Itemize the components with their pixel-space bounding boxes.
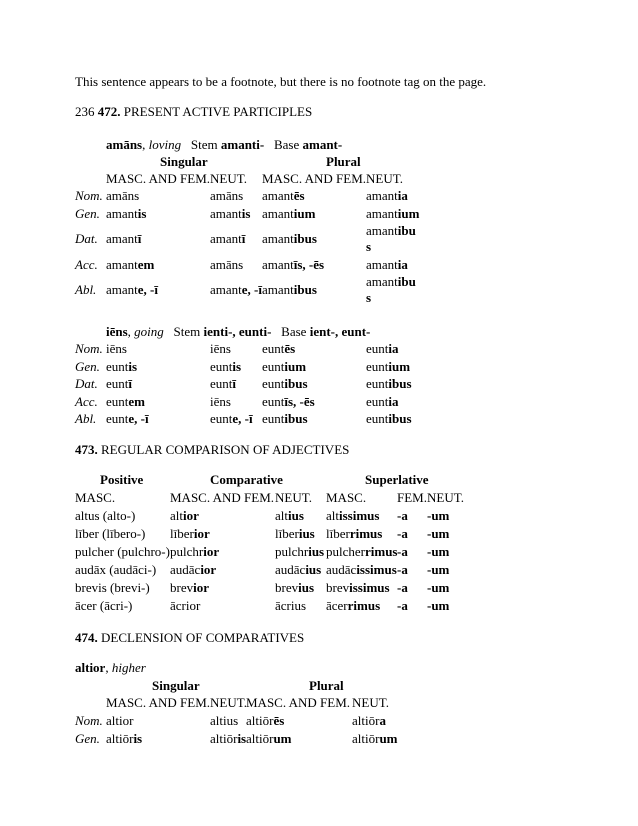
- cell: amante, -ī: [210, 282, 262, 297]
- cell: altiōrum: [246, 731, 292, 746]
- col-header-n-pl: NEUT.: [366, 171, 403, 186]
- lemma: amāns: [106, 137, 143, 152]
- cell: -a: [397, 562, 408, 577]
- cell-wrap: s: [366, 239, 372, 254]
- section-474-heading: [75, 630, 304, 646]
- cell: -um: [427, 508, 450, 523]
- plural-label: Plural: [326, 154, 361, 169]
- comparative-header: Comparative: [210, 472, 283, 487]
- case-label: Gen.: [75, 206, 100, 221]
- cell: euntia: [366, 394, 399, 409]
- section-title: DECLENSION OF COMPARATIVES: [97, 630, 305, 645]
- cell: pulchrior: [170, 544, 220, 559]
- stem: ienti-, eunti-: [203, 324, 272, 339]
- cell: amantem: [106, 257, 155, 272]
- positive-header: Positive: [100, 472, 144, 487]
- lemma: iēns: [106, 324, 128, 339]
- cell: amantēs: [262, 188, 305, 203]
- singular-label: Singular: [152, 678, 200, 693]
- cell: euntibus: [262, 376, 308, 391]
- cell: pulchrius: [275, 544, 325, 559]
- cell: brevius: [275, 580, 315, 595]
- plural-label: Plural: [309, 678, 344, 693]
- cell: iēns: [210, 341, 231, 356]
- case-label: Dat.: [75, 376, 98, 391]
- case-label: Abl.: [75, 282, 97, 297]
- stem-label: Stem: [173, 324, 201, 339]
- cell: -a: [397, 580, 408, 595]
- meaning: loving: [148, 137, 182, 152]
- cell: eunte, -ī: [106, 411, 149, 426]
- cell: altiōris: [210, 731, 247, 746]
- sub-sup-neut: NEUT.: [427, 490, 464, 505]
- base-label: Base: [281, 324, 307, 339]
- cell: -a: [397, 598, 408, 613]
- cell: euntis: [106, 359, 138, 374]
- cell: amāns: [210, 188, 244, 203]
- cell: euntibus: [366, 376, 412, 391]
- cell: amantīs, -ēs: [262, 257, 325, 272]
- comma: ,: [142, 137, 146, 152]
- col-header-mf-pl: MASC. AND FEM.: [262, 171, 367, 186]
- cell: amantis: [106, 206, 147, 221]
- cell: euntīs, -ēs: [262, 394, 315, 409]
- cell: altior: [106, 713, 134, 728]
- meaning: higher: [111, 660, 146, 675]
- cell: līberrimus: [326, 526, 383, 541]
- case-label: Nom.: [75, 188, 103, 203]
- sub-comp-mf: MASC. AND FEM.: [170, 490, 275, 505]
- section-472-heading: [75, 104, 312, 120]
- col-header-n-sg: NEUT.: [210, 171, 247, 186]
- cell: amantia: [366, 188, 408, 203]
- superlative-header: Superlative: [365, 472, 429, 487]
- cell: altissimus: [326, 508, 380, 523]
- cell: amantium: [366, 206, 420, 221]
- cell: euntium: [366, 359, 411, 374]
- cell: -um: [427, 580, 450, 595]
- cell: euntia: [366, 341, 399, 356]
- cell: iēns: [210, 394, 231, 409]
- cell: pulcherrimus: [326, 544, 398, 559]
- base: ient-, eunt-: [309, 324, 371, 339]
- lemma: altior: [75, 660, 106, 675]
- sub-sup-masc: MASC.: [326, 490, 367, 505]
- cell: altiōra: [352, 713, 386, 728]
- cell: amante, -ī: [106, 282, 158, 297]
- case-label: Acc.: [75, 257, 98, 272]
- footnote-note: This sentence appears to be a footnote, but there is no footnote tag on the page.: [75, 74, 487, 89]
- cell: ācrior: [170, 598, 201, 613]
- col-header-mf-sg: MASC. AND FEM.: [106, 171, 211, 186]
- cell: -a: [397, 508, 408, 523]
- section-title: PRESENT ACTIVE PARTICIPLES: [120, 104, 313, 119]
- sub-comp-n: NEUT.: [275, 490, 312, 505]
- cell: ācer (ācri-): [75, 598, 133, 613]
- cell: euntis: [210, 359, 242, 374]
- cell: eunte, -ī: [210, 411, 253, 426]
- cell: amantibus: [262, 282, 317, 297]
- stem: amanti-: [220, 137, 265, 152]
- cell: altius: [275, 508, 304, 523]
- base-label: Base: [273, 137, 300, 152]
- cell-wrap: s: [366, 290, 372, 305]
- case-label: Nom.: [75, 713, 103, 728]
- cell: -a: [397, 526, 408, 541]
- cell: amantium: [262, 206, 316, 221]
- cell: euntibus: [366, 411, 412, 426]
- amans-heading: [106, 137, 342, 153]
- altior-heading: [75, 660, 146, 676]
- cell: euntī: [210, 376, 237, 391]
- col-header-n-pl: NEUT.: [352, 695, 389, 710]
- cell: audācius: [275, 562, 322, 577]
- cell: altior: [170, 508, 199, 523]
- col-header-n-sg: NEUT.: [210, 695, 247, 710]
- case-label: Dat.: [75, 231, 98, 246]
- cell: brevior: [170, 580, 209, 595]
- cell: altiōris: [106, 731, 143, 746]
- comma: ,: [105, 660, 109, 675]
- cell: amantia: [366, 257, 408, 272]
- cell: -um: [427, 562, 450, 577]
- cell: ācrius: [275, 598, 307, 613]
- cell: amantis: [210, 206, 251, 221]
- cell: -um: [427, 544, 450, 559]
- cell: audācissimus: [326, 562, 397, 577]
- cell: euntem: [106, 394, 145, 409]
- cell: altiōrum: [352, 731, 398, 746]
- cell: amantī: [210, 231, 246, 246]
- cell: amantibu: [366, 223, 416, 238]
- cell: altiōrēs: [246, 713, 285, 728]
- cell: euntium: [262, 359, 307, 374]
- cell: -um: [427, 526, 450, 541]
- cell: brevis (brevi-): [75, 580, 150, 595]
- cell: amantibu: [366, 274, 416, 289]
- cell: iēns: [106, 341, 127, 356]
- case-label: Abl.: [75, 411, 97, 426]
- cell: pulcher (pulchro-): [75, 544, 170, 559]
- cell: amantī: [106, 231, 142, 246]
- cell: audāx (audāci-): [75, 562, 157, 577]
- section-title: REGULAR COMPARISON OF ADJECTIVES: [97, 442, 350, 457]
- section-number: 474.: [75, 630, 98, 645]
- cell: audācior: [170, 562, 217, 577]
- cell: -a: [397, 544, 408, 559]
- cell: līberior: [170, 526, 210, 541]
- page-number: 236: [75, 104, 95, 119]
- base: amant-: [302, 137, 343, 152]
- case-label: Nom.: [75, 341, 103, 356]
- case-label: Gen.: [75, 731, 100, 746]
- case-label: Acc.: [75, 394, 98, 409]
- cell: euntēs: [262, 341, 296, 356]
- cell: ācerrimus: [326, 598, 381, 613]
- meaning: going: [134, 324, 164, 339]
- col-header-mf-pl: MASC. AND FEM.: [246, 695, 351, 710]
- iens-heading: [106, 324, 370, 340]
- comma: ,: [127, 324, 131, 339]
- cell: -um: [427, 598, 450, 613]
- section-473-heading: [75, 442, 349, 458]
- cell: amāns: [210, 257, 244, 272]
- singular-label: Singular: [160, 154, 208, 169]
- sub-masc: MASC.: [75, 490, 116, 505]
- cell: euntī: [106, 376, 133, 391]
- cell: līberius: [275, 526, 315, 541]
- cell: amāns: [106, 188, 140, 203]
- cell: altius: [210, 713, 239, 728]
- section-number: 472.: [97, 104, 121, 119]
- cell: amantibus: [262, 231, 317, 246]
- cell: brevissimus: [326, 580, 390, 595]
- stem-label: Stem: [190, 137, 218, 152]
- section-number: 473.: [75, 442, 98, 457]
- cell: līber (lībero-): [75, 526, 146, 541]
- cell: euntibus: [262, 411, 308, 426]
- col-header-mf-sg: MASC. AND FEM.: [106, 695, 211, 710]
- sub-sup-fem: FEM.: [397, 490, 427, 505]
- cell: altus (alto-): [75, 508, 136, 523]
- case-label: Gen.: [75, 359, 100, 374]
